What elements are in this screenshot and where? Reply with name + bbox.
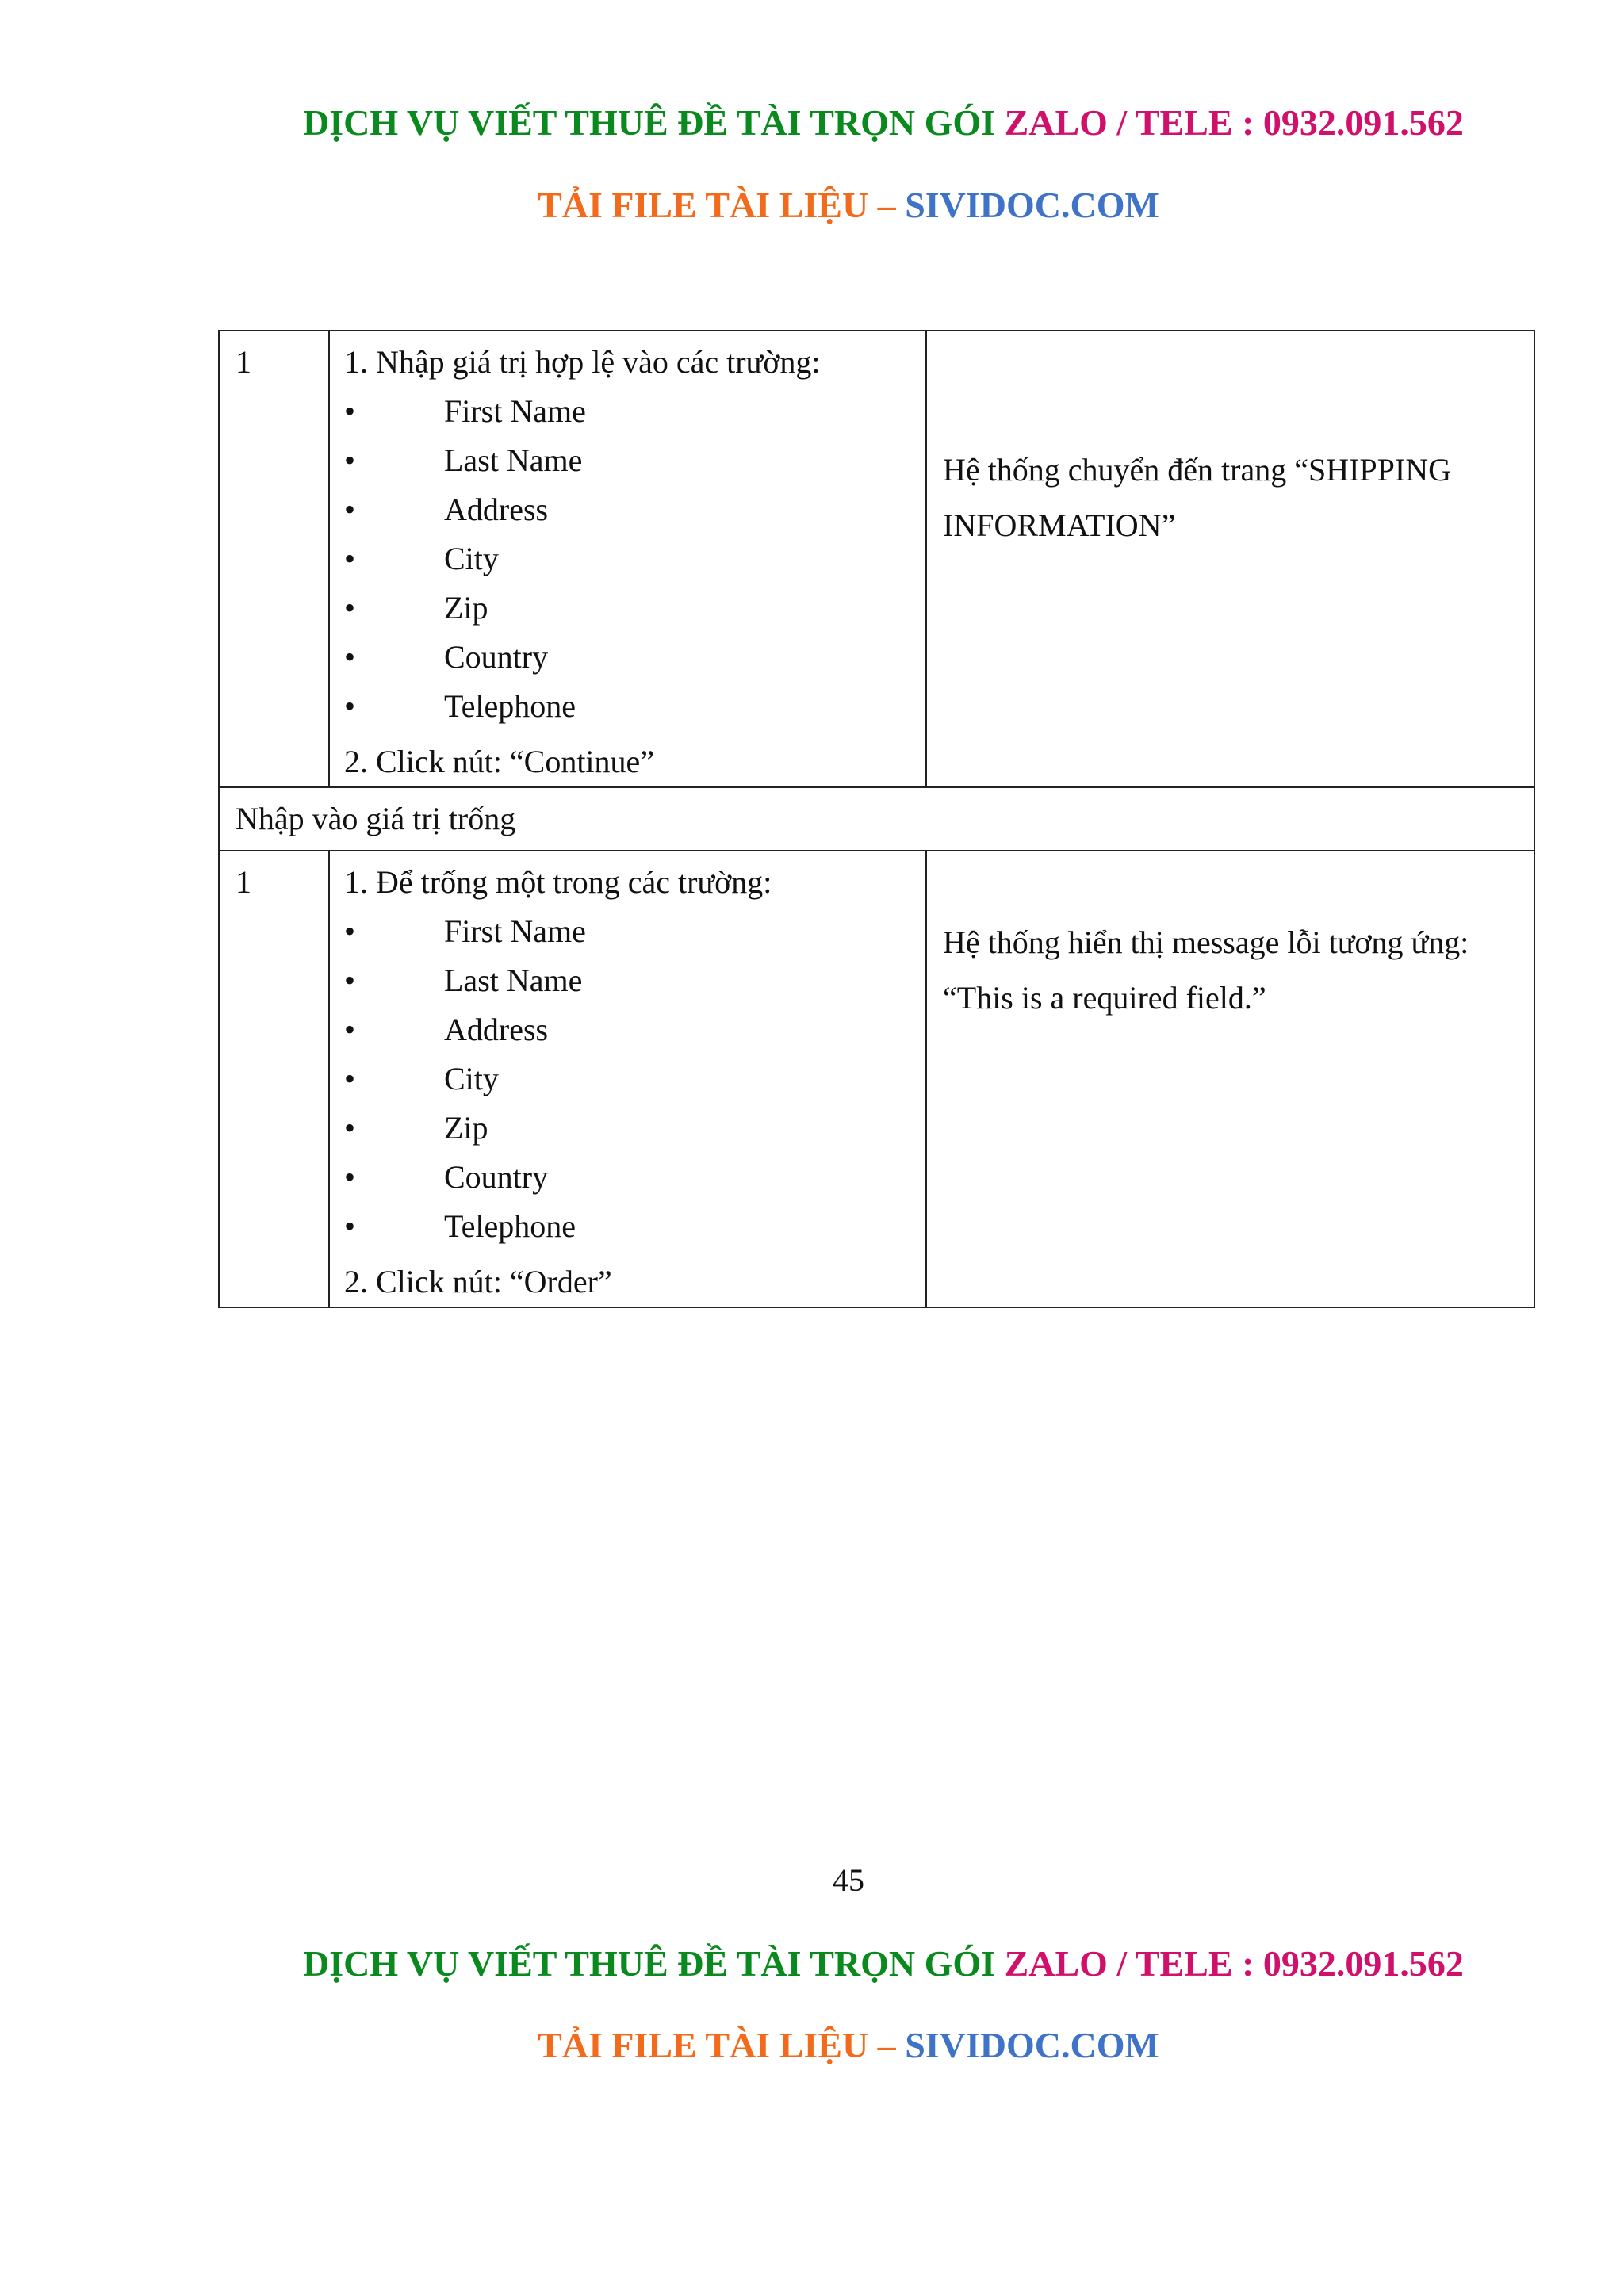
row-expected-result: Hệ thống hiển thị message lỗi tương ứng: “This is a required field.”: [926, 851, 1534, 1307]
header-service-line: [0, 101, 1624, 144]
steps-intro: 1. Để trống một trong các trường:: [344, 864, 772, 900]
table-row: [219, 851, 1534, 1307]
section-label: Nhập vào giá trị trống: [219, 787, 1534, 851]
list-item: • Zip: [344, 584, 925, 633]
steps-click: 2. Click nút: “Order”: [344, 1264, 612, 1299]
list-item: • Last Name: [344, 956, 925, 1005]
list-item: • Address: [344, 485, 925, 534]
footer-site-link[interactable]: SIVIDOC.COM: [905, 2025, 1159, 2065]
steps-click: 2. Click nút: “Continue”: [344, 744, 655, 779]
row-expected-result: Hệ thống chuyển đến trang “SHIPPING INFORMATION”: [926, 331, 1534, 787]
field-list: [344, 907, 925, 1251]
footer-service-line: [0, 1942, 1624, 1984]
test-case-table: [218, 330, 1535, 1308]
table-row: [219, 331, 1534, 787]
list-item: • Zip: [344, 1104, 925, 1153]
list-item: • First Name: [344, 907, 925, 956]
list-item: • Address: [344, 1005, 925, 1054]
list-item: • City: [344, 534, 925, 584]
header-download-text: TẢI FILE TÀI LIỆU –: [538, 185, 896, 225]
footer-contact-text: ZALO / TELE : 0932.091.562: [1004, 1943, 1464, 1984]
header-service-text: DỊCH VỤ VIẾT THUÊ ĐỀ TÀI TRỌN GÓI: [303, 102, 996, 143]
list-item: • Telephone: [344, 1202, 925, 1251]
header-contact-text: ZALO / TELE : 0932.091.562: [1004, 102, 1464, 143]
list-item: • Telephone: [344, 682, 925, 731]
steps-intro: 1. Nhập giá trị hợp lệ vào các trường:: [344, 344, 821, 380]
footer-download-text: TẢI FILE TÀI LIỆU –: [538, 2025, 896, 2065]
header-download-line: [0, 184, 1624, 226]
row-steps: [329, 851, 926, 1307]
table-section-row: [219, 787, 1534, 851]
footer-service-text: DỊCH VỤ VIẾT THUÊ ĐỀ TÀI TRỌN GÓI: [303, 1943, 996, 1984]
page-number: 45: [833, 1862, 864, 1898]
row-id: 1: [219, 851, 329, 1307]
row-steps: [329, 331, 926, 787]
field-list: [344, 387, 925, 731]
footer-download-line: [0, 2024, 1624, 2066]
list-item: • City: [344, 1054, 925, 1104]
list-item: • Country: [344, 1153, 925, 1202]
header-site-link[interactable]: SIVIDOC.COM: [905, 185, 1159, 225]
list-item: • Country: [344, 633, 925, 682]
list-item: • Last Name: [344, 436, 925, 485]
row-id: 1: [219, 331, 329, 787]
list-item: • First Name: [344, 387, 925, 436]
